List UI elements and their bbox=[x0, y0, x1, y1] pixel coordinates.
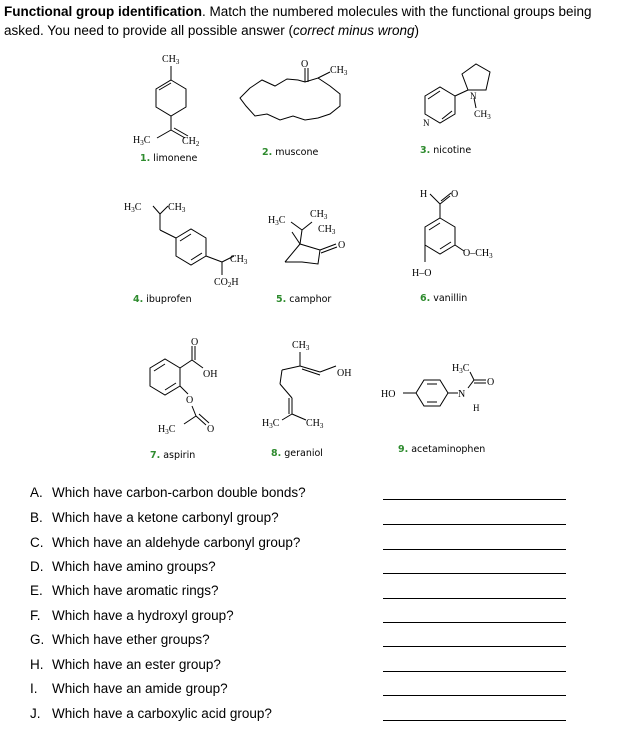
svg-text:O: O bbox=[186, 395, 194, 406]
answer-blank-f[interactable] bbox=[383, 622, 566, 623]
molecule-camphor bbox=[268, 209, 345, 305]
molecule-geraniol bbox=[262, 340, 351, 459]
question-b: B. Which have a ketone carbonyl group? bbox=[30, 510, 279, 525]
mol-1-number: 1. bbox=[140, 153, 151, 164]
mol-1-name: limonene bbox=[153, 153, 198, 164]
svg-text:N: N bbox=[423, 118, 430, 128]
svg-text:CH3: $CH_3$ bbox=[474, 110, 491, 121]
question-g: G. Which have ether groups? bbox=[30, 632, 210, 647]
answer-blank-b[interactable] bbox=[383, 524, 566, 525]
molecule-ibuprofen bbox=[124, 202, 248, 305]
svg-text:H3C: $H_3C$ bbox=[262, 418, 280, 430]
mol-4-name: ibuprofen bbox=[146, 294, 192, 305]
answer-blank-h[interactable] bbox=[383, 671, 566, 672]
title: Functional group identification bbox=[4, 4, 202, 19]
question-c: C. Which have an aldehyde carbonyl group? bbox=[30, 535, 301, 550]
svg-text:H: H bbox=[473, 403, 480, 413]
mol-9-name: acetaminophen bbox=[411, 444, 486, 455]
mol-7-name: aspirin bbox=[163, 450, 196, 461]
svg-text:H3C: $H_3C$ bbox=[452, 363, 470, 375]
svg-text:CH3: $CH_3$ bbox=[292, 340, 310, 352]
svg-text:2.muscone bbox=[262, 147, 319, 158]
svg-text:O: O bbox=[301, 59, 309, 70]
svg-text:N: N bbox=[458, 389, 466, 400]
svg-text:H3C: $H_3C$ bbox=[124, 202, 142, 214]
svg-text:CH3: $CH_3$ bbox=[330, 65, 348, 77]
svg-text:O: O bbox=[207, 424, 215, 435]
answer-blank-c[interactable] bbox=[383, 549, 566, 550]
svg-text:CH3: $CH_3$ bbox=[310, 209, 328, 221]
svg-text:H3C: $H_3C$ bbox=[268, 215, 286, 227]
question-i: I. Which have an amide group? bbox=[30, 681, 228, 696]
svg-text:8.geraniol bbox=[271, 448, 323, 459]
mol-9-number: 9. bbox=[398, 444, 409, 455]
question-d: D. Which have amino groups? bbox=[30, 559, 216, 574]
answer-blank-a[interactable] bbox=[383, 499, 566, 500]
svg-text:O: O bbox=[338, 240, 346, 251]
molecule-vanillin bbox=[412, 189, 493, 304]
svg-text:CO2H: $CO_2H$ bbox=[214, 277, 239, 289]
mol-3-number: 3. bbox=[420, 145, 431, 156]
mol-5-name: camphor bbox=[289, 294, 332, 305]
svg-text:CH2: $CH_2$ bbox=[182, 136, 200, 148]
molecule-nicotine bbox=[420, 64, 491, 156]
question-f: F. Which have a hydroxyl group? bbox=[30, 608, 234, 623]
mol-7-number: 7. bbox=[150, 450, 161, 461]
question-a: A. Which have carbon-carbon double bonds? bbox=[30, 485, 306, 500]
molecule-limonene bbox=[133, 54, 200, 164]
svg-text:4.ibuprofen bbox=[133, 294, 192, 305]
answer-blank-d[interactable] bbox=[383, 573, 566, 574]
mol-2-name: muscone bbox=[275, 147, 319, 158]
svg-text:CH3: $CH_3$ bbox=[318, 224, 336, 236]
molecule-acetaminophen bbox=[381, 363, 494, 455]
instructions-end: ) bbox=[414, 23, 419, 38]
svg-text:3.nicotine bbox=[420, 145, 471, 156]
mol-6-name: vanillin bbox=[433, 293, 468, 304]
svg-text:N: N bbox=[470, 91, 477, 101]
question-h: H. Which have an ester group? bbox=[30, 657, 221, 672]
question-e: E. Which have aromatic rings? bbox=[30, 583, 219, 598]
svg-text:H3C: $H_3C$ bbox=[158, 424, 176, 436]
molecule-aspirin bbox=[150, 337, 217, 461]
mol-3-name: nicotine bbox=[433, 145, 472, 156]
svg-text:O: O bbox=[451, 189, 459, 200]
svg-text:5.camphor bbox=[276, 294, 331, 305]
svg-text:OH: OH bbox=[337, 368, 352, 379]
instructions-text: . Match the numbered molecules with the functional groups being asked. You need to provide all possible answer ( bbox=[4, 4, 592, 38]
mol-8-number: 8. bbox=[271, 448, 282, 459]
svg-text:CH3: $CH_3$ bbox=[230, 254, 248, 266]
svg-text:1.limonene bbox=[140, 153, 197, 164]
svg-text:H–O: H–O bbox=[412, 268, 432, 279]
mol-6-number: 6. bbox=[420, 293, 431, 304]
svg-text:HO: HO bbox=[381, 389, 396, 400]
svg-text:O–CH3: $O-CH_3$ bbox=[463, 248, 493, 260]
answer-blank-e[interactable] bbox=[383, 598, 566, 599]
svg-text:OH: OH bbox=[203, 369, 218, 380]
svg-text:O: O bbox=[487, 377, 495, 388]
svg-text:CH3: $CH_3$ bbox=[168, 202, 186, 214]
svg-text:H: H bbox=[420, 189, 428, 200]
mol-8-name: geraniol bbox=[284, 448, 323, 459]
svg-text:CH3: $CH_3$ bbox=[306, 418, 324, 430]
molecule-muscone bbox=[240, 59, 348, 158]
svg-text:9.acetaminophen bbox=[398, 444, 485, 455]
instructions-emphasis: correct minus wrong bbox=[292, 23, 415, 38]
svg-text:6.vanillin bbox=[420, 293, 467, 304]
mol-5-number: 5. bbox=[276, 294, 287, 305]
answer-blank-j[interactable] bbox=[383, 720, 566, 721]
svg-text:7.aspirin bbox=[150, 450, 195, 461]
svg-text:O: O bbox=[191, 337, 199, 348]
answer-blank-i[interactable] bbox=[383, 695, 566, 696]
mol-2-number: 2. bbox=[262, 147, 273, 158]
svg-text:H3C: $H_3C$ bbox=[133, 135, 151, 147]
limonene-ch3: $CH_3$ bbox=[162, 54, 180, 66]
answer-blank-g[interactable] bbox=[383, 646, 566, 647]
question-j: J. Which have a carboxylic acid group? bbox=[30, 706, 272, 721]
mol-4-number: 4. bbox=[133, 294, 144, 305]
